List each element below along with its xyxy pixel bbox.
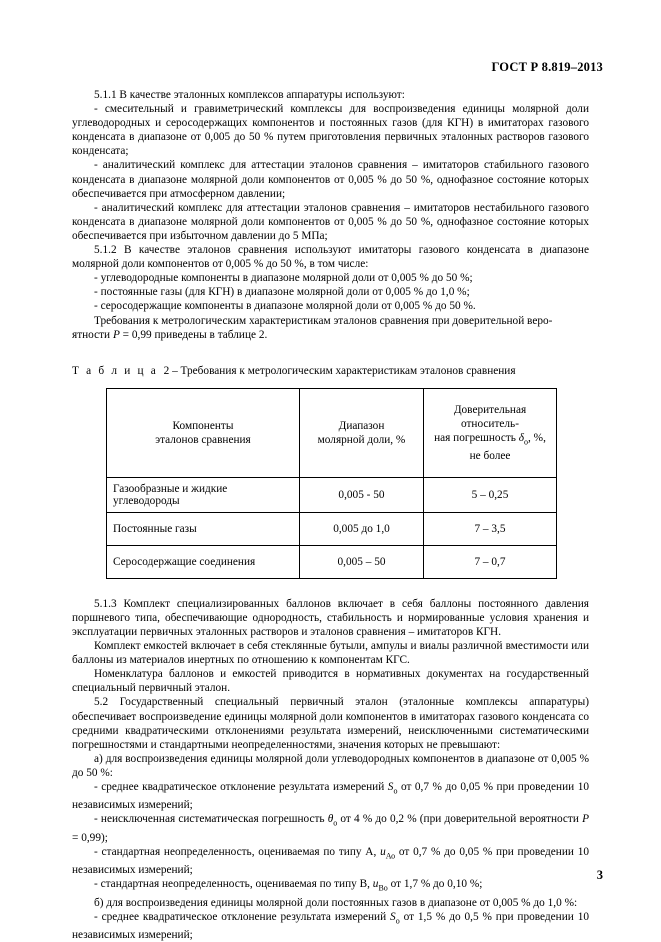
paragraph-systematic-error — [72, 812, 589, 844]
paragraph-5-2: 5.2 Государственный специальный первичный эталон (эталонные комплексы аппаратуры) обеспечивает воспроизведение единицы молярной доли компонентов в имитаторах газового конденсата со средними квадратическими отклонениями результата измерений, неисключенными систематическими погрешностями и стандартными неопределенностями, значения которых не превышают: — [72, 696, 589, 751]
table-header-row — [107, 388, 557, 477]
requirements-note-suffix: = 0,99 приведены в таблице 2. — [119, 328, 268, 341]
delta-subscript: о — [524, 436, 529, 446]
header-range-line2: молярной доли, % — [317, 433, 406, 446]
sd-gas-pre: - среднее квадратическое отклонение результата измерений — [94, 910, 391, 923]
requirements-note-line1: Требования к метрологическим характеристикам эталонов сравнения при доверительной веро- — [94, 314, 553, 327]
requirements-note-prefix: ятности — [72, 328, 113, 341]
delta-symbol: δ — [518, 431, 525, 444]
header-components-line2: эталонов сравнения — [155, 433, 251, 446]
header-range — [300, 388, 424, 477]
paragraph-mixing-complex: - смесительный и гравиметрический комплексы для воспроизведения единицы молярной доли углеводородных и серосодержащих компонентов и постоянных газов (для КГН) в имитаторах газового конденсата в диапазоне от 0,005 до 50 % путем приготовления первичных эталонных растворов газового конденсата; — [72, 103, 589, 158]
cell-range: 0,005 – 50 — [300, 545, 424, 578]
cell-error: 7 – 0,7 — [424, 545, 557, 578]
cell-component: Газообразные и жидкие углеводороды — [107, 477, 300, 512]
paragraph-std-deviation-hc — [72, 780, 589, 812]
paragraph-uncertainty-type-a — [72, 845, 589, 877]
paragraph-analytical-stable: - аналитический комплекс для аттестации эталонов сравнения – имитаторов стабильного газового конденсата в диапазоне молярной доли компонентов от 0,005 % до 50 %, однофазное состояние которых обеспечивается при атмосферном давлении; — [72, 159, 589, 200]
paragraph-requirements-note-line2 — [72, 328, 589, 342]
header-components — [107, 388, 300, 477]
paragraph-std-deviation-gases — [72, 910, 589, 942]
u-subscript-a: Ао — [385, 851, 396, 861]
header-range-line1: Диапазон — [338, 419, 385, 432]
table-caption-text: 2 – Требования к метрологическим характеристикам эталонов сравнения — [163, 364, 516, 377]
header-error-line2 — [428, 431, 552, 449]
header-error — [424, 388, 557, 477]
ua-post: от 0,7 % до 0,05 % при проведении 10 независимых измерений; — [72, 845, 590, 877]
requirements-table — [106, 388, 557, 579]
table-row — [107, 477, 557, 512]
sd-gas-post: от 1,5 % до 0,5 % при проведении 10 независимых измерений; — [72, 910, 589, 942]
header-components-line1: Компоненты — [172, 419, 234, 432]
page-header: ГОСТ Р 8.819–2013 — [491, 60, 603, 74]
probability-symbol: P — [112, 328, 120, 341]
theta-symbol: θ — [327, 813, 334, 826]
cell-component: Постоянные газы — [107, 512, 300, 545]
header-error-prefix: ная погрешность — [434, 431, 519, 444]
cell-range: 0,005 до 1,0 — [300, 512, 424, 545]
sd-hc-post: от 0,7 % до 0,05 % при проведении 10 независимых измерений; — [72, 781, 589, 812]
s-symbol-2: S — [390, 910, 396, 923]
paragraph-item-b: б) для воспроизведения единицы молярной доли постоянных газов в диапазоне от 0,005 % до 1,0 %: — [94, 896, 578, 909]
paragraph-item-a: а) для воспроизведения единицы молярной доли углеводородных компонентов в диапазоне от 0,005 % до 50 %: — [72, 752, 589, 779]
syserr-post: = 0,99); — [72, 831, 108, 844]
paragraph-uncertainty-type-b — [72, 877, 589, 895]
header-error-suffix: , %, — [528, 431, 546, 444]
syserr-mid: от 4 % до 0,2 % (при доверительной вероятности — [337, 813, 583, 826]
s-subscript: о — [393, 786, 398, 796]
ub-pre: - стандартная неопределенность, оцениваемая по типу В, — [94, 878, 373, 891]
paragraph-requirements-note — [72, 314, 589, 328]
syserr-pre: - неисключенная систематическая погрешность — [94, 813, 328, 826]
u-symbol-b: u — [372, 878, 379, 891]
u-subscript-b: Во — [378, 883, 388, 893]
table-row — [107, 512, 557, 545]
header-error-line1: Доверительная относитель- — [453, 403, 527, 430]
paragraph-permanent-gases: - постоянные газы (для КГН) в диапазоне молярной доли от 0,005 % до 1,0 %; — [94, 286, 470, 299]
page-number: 3 — [596, 868, 603, 882]
cell-error: 5 – 0,25 — [424, 477, 557, 512]
u-symbol-a: u — [380, 845, 386, 858]
document-body — [72, 88, 589, 942]
sd-hc-pre: - среднее квадратическое отклонение результата измерений — [94, 781, 388, 793]
paragraph-nomenclature: Номенклатура баллонов и емкостей приводится в нормативных документах на государственный специальный первичный эталон. — [72, 668, 589, 695]
paragraph-sulfur-components: - серосодержащие компоненты в диапазоне молярной доли от 0,005 % до 50 %. — [94, 300, 476, 313]
theta-subscript: о — [333, 818, 338, 828]
table-caption-label: Т а б л и ц а — [72, 364, 158, 377]
paragraph-5-1-2: 5.1.2 В качестве эталонов сравнения используют имитаторы газового конденсата в диапазоне молярной доли компонентов от 0,005 % до 50 %, в том числе: — [72, 244, 589, 271]
cell-range: 0,005 - 50 — [300, 477, 424, 512]
paragraph-analytical-unstable: - аналитический комплекс для аттестации эталонов сравнения – имитаторов нестабильного газового конденсата в диапазоне молярной доли компонентов от 0,005 % до 50 %, однофазное состояние которых обеспечивается при избыточном давлении до 5 МПа; — [72, 201, 589, 242]
paragraph-5-1-3: 5.1.3 Комплект специализированных баллонов включает в себя баллоны постоянного давления поршневого типа, обеспечивающие однородность, стабильность и нормированные условия хранения и эксплуатации первичных эталонных растворов и эталонов сравнения – имитаторов КГН. — [72, 597, 589, 638]
cell-error: 7 – 3,5 — [424, 512, 557, 545]
paragraph-5-1-1: 5.1.1 В качестве эталонных комплексов аппаратуры используют: — [94, 89, 405, 101]
cell-component: Серосодержащие соединения — [107, 545, 300, 578]
s-symbol: S — [387, 781, 394, 793]
s-subscript-2: о — [395, 916, 400, 925]
table-caption — [72, 364, 589, 378]
header-error-line3: не более — [469, 449, 511, 462]
paragraph-hydrocarbons: - углеводородные компоненты в диапазоне молярной доли от 0,005 % до 50 %; — [94, 272, 473, 285]
probability-symbol-2: P — [582, 813, 589, 826]
ua-pre: - стандартная неопределенность, оцениваемая по типу А, — [94, 845, 381, 858]
table-row — [107, 545, 557, 578]
ub-post: от 1,7 % до 0,10 %; — [387, 878, 483, 891]
paragraph-containers: Комплект емкостей включает в себя стеклянные бутыли, ампулы и виалы различной вместимости или баллоны из материалов инертных по отношению к компонентам КГС. — [72, 640, 589, 667]
